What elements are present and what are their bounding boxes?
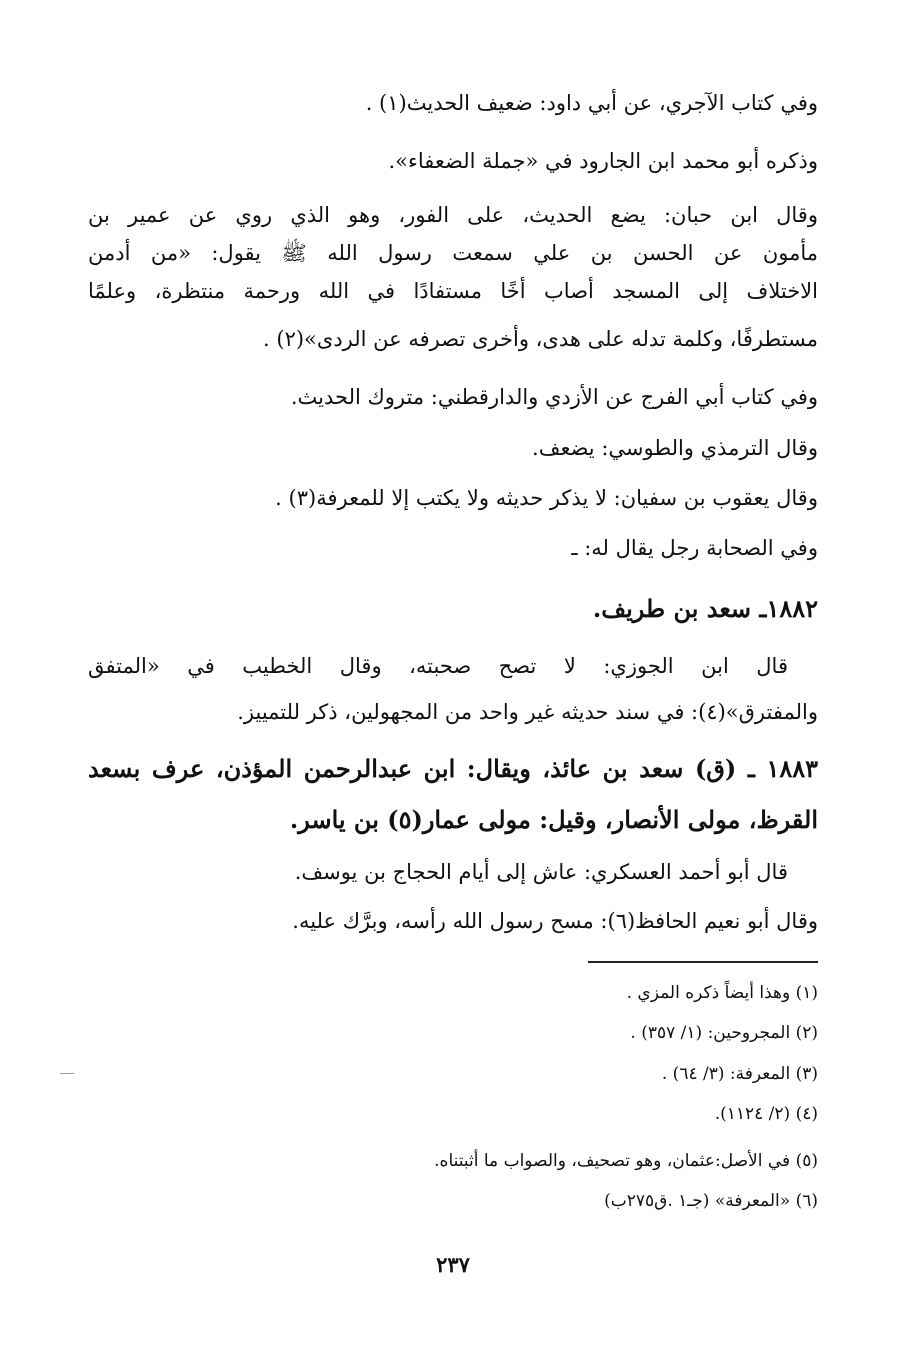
text-line: وقال ابن حبان: يضع الحديث، على الفور، وهو الذي روي عن عمير بن <box>88 203 818 227</box>
entry-heading-1883: ١٨٨٣ ـ (ق) سعد بن عائذ، ويقال: ابن عبدالرحمن المؤذن، عرف بسعد <box>88 754 818 783</box>
text-line: وفي كتاب الآجري، عن أبي داود: ضعيف الحديث(١) . <box>365 91 818 115</box>
footnote-separator <box>588 961 818 963</box>
entry-heading-1883-cont: القرظ، مولى الأنصار، وقيل: مولى عمار(٥) بن ياسر. <box>289 805 818 834</box>
footnote-5: (٥) في الأصل:عثمان، وهو تصحيف، والصواب ما أثبتناه. <box>434 1151 818 1171</box>
scan-speck <box>60 1073 74 1074</box>
entry-heading-1882: ١٨٨٢ـ سعد بن طريف. <box>592 594 818 623</box>
text-line: قال ابن الجوزي: لا تصح صحبته، وقال الخطيب في «المتفق <box>88 654 788 678</box>
footnote-6: (٦) «المعرفة» (جـ١ .ق٢٧٥ب) <box>604 1191 818 1211</box>
text-line: مأمون عن الحسن بن علي سمعت رسول الله ﷺ يقول: «من أدمن <box>88 241 818 265</box>
text-line: والمفترق»(٤): في سند حديثه غير واحد من المجهولين، ذكر للتمييز. <box>237 700 818 724</box>
footnote-2: (٢) المجروحين: (١/ ٣٥٧) . <box>630 1023 818 1043</box>
text-line: وفي الصحابة رجل يقال له: ـ <box>571 536 818 560</box>
footnote-4: (٤) (٢/ ١١٢٤). <box>714 1104 818 1124</box>
text-line: وقال يعقوب بن سفيان: لا يذكر حديثه ولا يكتب إلا للمعرفة(٣) . <box>275 486 818 510</box>
text-line: وقال الترمذي والطوسي: يضعف. <box>532 436 818 460</box>
text-line: وقال أبو نعيم الحافظ(٦): مسح رسول الله رأسه، وبرَّك عليه. <box>292 909 818 933</box>
footnote-1: (١) وهذا أيضاً ذكره المزي . <box>626 983 818 1003</box>
footnote-3: (٣) المعرفة: (٣/ ٦٤) . <box>661 1064 818 1084</box>
text-line: وذكره أبو محمد ابن الجارود في «جملة الضعفاء». <box>388 149 818 173</box>
text-line: وفي كتاب أبي الفرج عن الأزدي والدارقطني: متروك الحديث. <box>290 385 818 409</box>
page-number: ٢٣٧ <box>436 1252 470 1277</box>
text-line: قال أبو أحمد العسكري: عاش إلى أيام الحجاج بن يوسف. <box>294 860 788 884</box>
text-line: الاختلاف إلى المسجد أصاب أخًا مستفادًا في الله ورحمة منتظرة، وعلمًا <box>88 279 818 303</box>
text-line: مستطرفًا، وكلمة تدله على هدى، وأخرى تصرفه عن الردى»(٢) . <box>263 327 818 351</box>
